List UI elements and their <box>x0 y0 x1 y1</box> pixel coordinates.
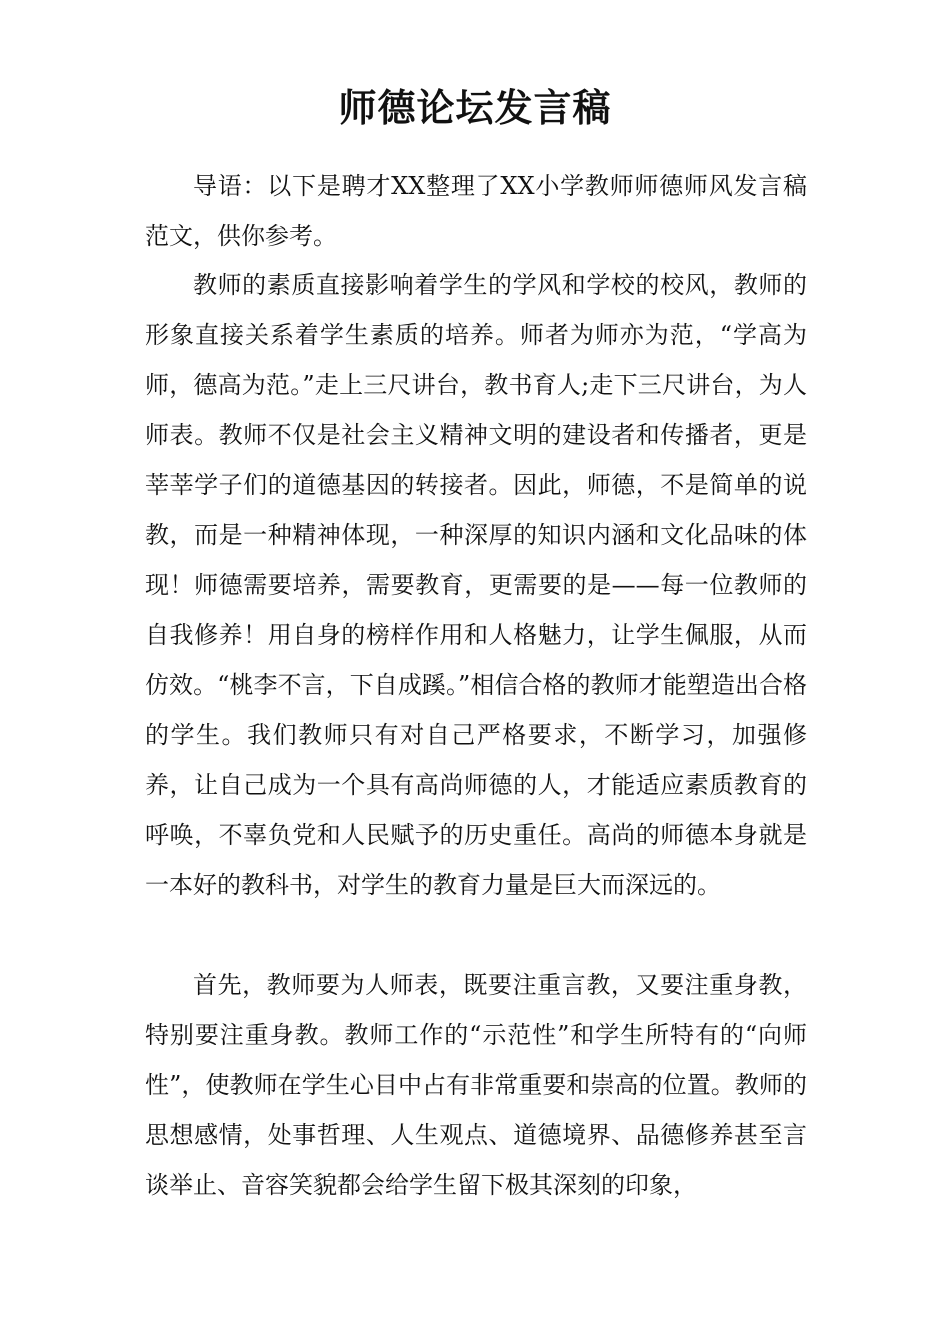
paragraph-intro: 导语：以下是聘才XX整理了XX小学教师师德师风发言稿范文，供你参考。 <box>145 172 807 250</box>
document-title: 师德论坛发言稿 <box>338 85 612 130</box>
paragraph-body-2: 首先，教师要为人师表，既要注重言教，又要注重身教，特别要注重身教。教师工作的“示范性”和学生所特有的“向师性”，使教师在学生心目中占有非常重要和崇高的位置。教师的思想感情，处事哲理、人生观点、道德境界、品德修养甚至言谈举止、音容笑貌都会给学生留下极其深刻的印象， <box>145 971 807 1199</box>
paragraph-body-1: 教师的素质直接影响着学生的学风和学校的校风，教师的形象直接关系着学生素质的培养。师者为师亦为范，“学高为师，德高为范。”走上三尺讲台，教书育人;走下三尺讲台，为人师表。教师不仅是社会主义精神文明的建设者和传播者，更是莘莘学子们的道德基因的转接者。因此，师德，不是简单的说教，而是一种精神体现，一种深厚的知识内涵和文化品味的体现！师德需要培养，需要教育，更需要的是——每一位教师的自我修养！用自身的榜样作用和人格魅力，让学生佩服，从而仿效。“桃李不言，下自成蹊。”相信合格的教师才能塑造出合格的学生。我们教师只有对自己严格要求，不断学习，加强修养，让自己成为一个具有高尚师德的人，才能适应素质教育的呼唤，不辜负党和人民赋予的历史重任。高尚的师德本身就是一本好的教科书，对学生的教育力量是巨大而深远的。 <box>145 271 807 899</box>
